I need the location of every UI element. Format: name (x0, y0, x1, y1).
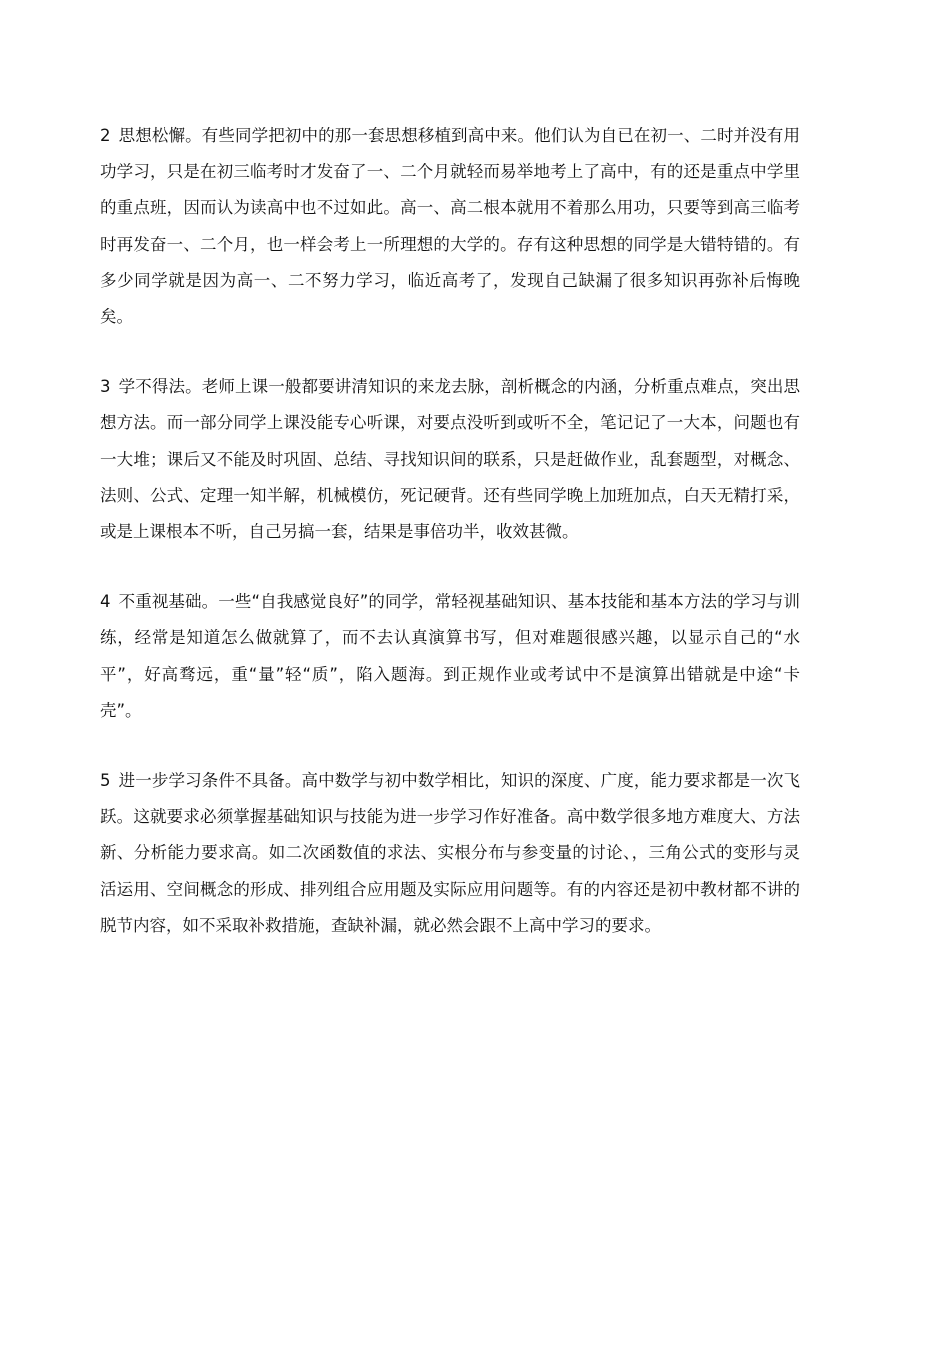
paragraph-2 (100, 118, 800, 335)
paragraph-text: 思想松懈。有些同学把初中的那一套思想移植到高中来。他们认为自已在初一、二时并没有用功学习，只是在初三临考时才发奋了一、二个月就轻而易举地考上了高中，有的还是重点中学里的重点班，因而认为读高中也不过如此。高一、高二根本就用不着那么用功，只要等到高三临考时再发奋一、二个月，也一样会考上一所理想的大学的。存有这种思想的同学是大错特错的。有多少同学就是因为高一、二不努力学习，临近高考了，发现自己缺漏了很多知识再弥补后悔晚矣。 (100, 126, 800, 327)
paragraph-number: 2 (100, 126, 111, 145)
paragraph-text: 进一步学习条件不具备。高中数学与初中数学相比，知识的深度、广度，能力要求都是一次飞跃。这就要求必须掌握基础知识与技能为进一步学习作好准备。高中数学很多地方难度大、方法新、分析能力要求高。如二次函数值的求法、实根分布与参变量的讨论、，三角公式的变形与灵活运用、空间概念的形成、排列组合应用题及实际应用问题等。有的内容还是初中教材都不讲的脱节内容，如不采取补救措施，查缺补漏，就必然会跟不上高中学习的要求。 (100, 771, 800, 935)
paragraph-number: 3 (100, 377, 111, 397)
paragraph-text: 学不得法。老师上课一般都要讲清知识的来龙去脉，剖析概念的内涵，分析重点难点，突出思想方法。而一部分同学上课没能专心听课，对要点没听到或听不全，笔记记了一大本，问题也有一大堆；课后又不能及时巩固、总结、寻找知识间的联系，只是赶做作业，乱套题型，对概念、法则、公式、定理一知半解，机械模仿，死记硬背。还有些同学晚上加班加点，白天无精打采，或是上课根本不听，自己另搞一套，结果是事倍功半，收效甚微。 (100, 377, 800, 542)
document-body (100, 118, 800, 944)
paragraph-3 (100, 369, 800, 550)
paragraph-number: 4 (100, 592, 111, 612)
paragraph-number: 5 (100, 771, 111, 791)
paragraph-text: 不重视基础。一些“自我感觉良好”的同学，常轻视基础知识、基本技能和基本方法的学习与训练，经常是知道怎么做就算了，而不去认真演算书写，但对难题很感兴趣，以显示自己的“水平”，好高骛远，重“量”轻“质”，陷入题海。到正规作业或考试中不是演算出错就是中途“卡壳”。 (100, 592, 800, 720)
paragraph-4 (100, 584, 800, 729)
paragraph-5 (100, 763, 800, 944)
